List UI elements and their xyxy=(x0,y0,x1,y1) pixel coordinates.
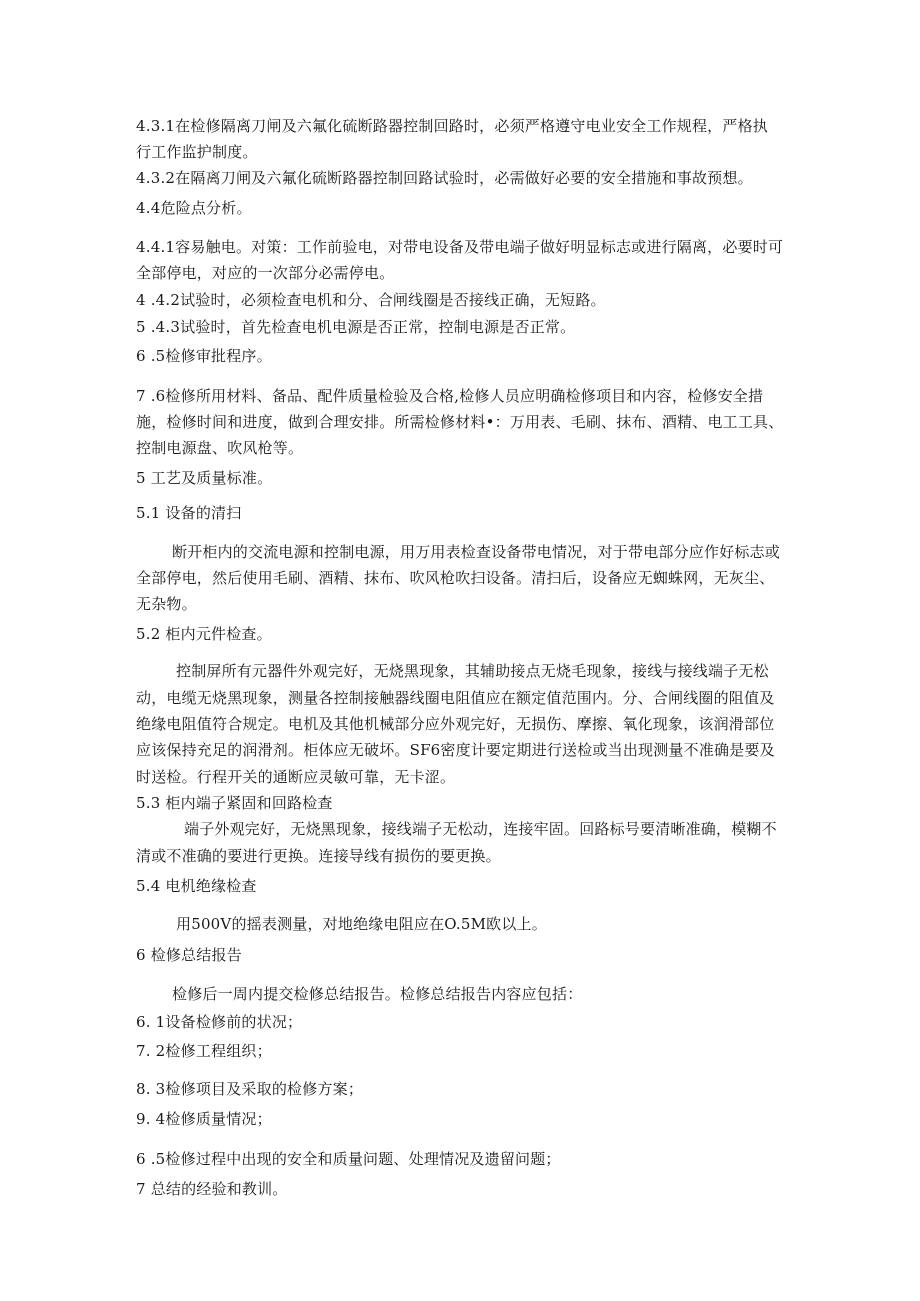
text-line-4-4-1-cont: 全部停电，对应的一次部分必需停电。 xyxy=(136,264,395,282)
text-line-4-4-2: 4 .4.2试验时，必须检查电机和分、合闸线圈是否接线正确，无短路。 xyxy=(136,291,606,309)
paragraph-5-2-line4: 应该保持充足的润滑剂。柜体应无破坏。SF6密度计要定期进行送检或当出现测量不准确是要及 xyxy=(136,741,775,759)
section-heading-5-4: 5.4 电机绝缘检查 xyxy=(136,877,257,895)
paragraph-5-2-line3: 绝缘电阻值符合规定。电机及其他机械部分应外观完好，无损伤、摩擦、氧化现象，该润滑部位 xyxy=(136,715,775,733)
text-line-4-6-cont1: 施，检修时间和进度，做到合理安排。所需检修材料•：万用表、毛刷、抹布、酒精、电工工具、 xyxy=(136,413,784,431)
text-line-4-3-2: 4.3.2在隔离刀闸及六氟化硫断路器控制回路试验时，必需做好必要的安全措施和事故预想。 xyxy=(136,169,753,187)
paragraph-5-2-line1: 控制屏所有元器件外观完好，无烧黑现象，其辅助接点无烧毛现象，接线与接线端子无松 xyxy=(176,662,769,680)
list-item-6-2: 7. 2检修工程组织； xyxy=(136,1042,272,1060)
paragraph-5-1-line2: 全部停电，然后使用毛刷、酒精、抹布、吹风枪吹扫设备。清扫后，设备应无蜘蛛网，无灰尘、 xyxy=(136,569,775,587)
text-line-4-6: 7 .6检修所用材料、备品、配件质量检验及合格,检修人员应明确检修项目和内容，检修安全措 xyxy=(136,387,764,405)
section-heading-6: 6 检修总结报告 xyxy=(136,946,242,964)
list-item-6-3: 8. 3检修项目及采取的检修方案； xyxy=(136,1080,364,1098)
section-heading-5-1: 5.1 设备的清扫 xyxy=(136,504,242,522)
paragraph-5-2-line2: 动，电缆无烧黑现象，测量各控制接触器线圈电阻值应在额定值范围内。分、合闸线圈的阻值及 xyxy=(136,689,775,707)
paragraph-5-3-line1: 端子外观完好，无烧黑现象，接线端子无松动，连接牢固。回路标号要清晰准确，模糊不 xyxy=(184,820,777,838)
text-line-4-5: 6 .5检修审批程序。 xyxy=(136,347,272,365)
text-line-4-4-3: 5 .4.3试验时，首先检查电机电源是否正常，控制电源是否正常。 xyxy=(136,318,576,336)
list-item-6-5: 6 .5检修过程中出现的安全和质量问题、处理情况及遗留问题； xyxy=(136,1150,561,1168)
text-line-4-3-1: 4.3.1在检修隔离刀闸及六氟化硫断路器控制回路时，必须严格遵守电业安全工作规程，严格执 xyxy=(136,117,768,135)
section-heading-5: 5 工艺及质量标准。 xyxy=(136,469,273,487)
list-item-6-4: 9. 4检修质量情况； xyxy=(136,1110,272,1128)
text-line-4-6-cont2: 控制电源盘、吹风枪等。 xyxy=(136,439,304,457)
paragraph-6-line1: 检修后一周内提交检修总结报告。检修总结报告内容应包括： xyxy=(172,985,583,1003)
paragraph-5-3-line2: 清或不准确的要进行更换。连接导线有损伤的要更换。 xyxy=(136,847,501,865)
text-line-4-4-1: 4.4.1容易触电。对策：工作前验电，对带电设备及带电端子做好明显标志或进行隔离，必要时可 xyxy=(136,238,784,256)
paragraph-5-1-line1: 断开柜内的交流电源和控制电源，用万用表检查设备带电情况，对于带电部分应作好标志或 xyxy=(172,543,781,561)
section-heading-5-2: 5.2 柜内元件检查。 xyxy=(136,625,272,643)
list-item-6-1: 6. 1设备检修前的状况； xyxy=(136,1013,303,1031)
paragraph-5-2-line5: 时送检。行程开关的通断应灵敏可靠，无卡涩。 xyxy=(136,768,456,786)
list-item-7: 7 总结的经验和教训。 xyxy=(136,1180,288,1198)
text-line-4-3-1-cont: 行工作监护制度。 xyxy=(136,143,258,161)
section-heading-5-3: 5.3 柜内端子紧固和回路检查 xyxy=(136,794,333,812)
paragraph-5-1-line3: 无杂物。 xyxy=(136,595,197,613)
paragraph-5-4-line1: 用500V的摇表测量，对地绝缘电阻应在O.5M欧以上。 xyxy=(176,915,547,933)
text-line-4-4: 4.4危险点分析。 xyxy=(136,199,252,217)
